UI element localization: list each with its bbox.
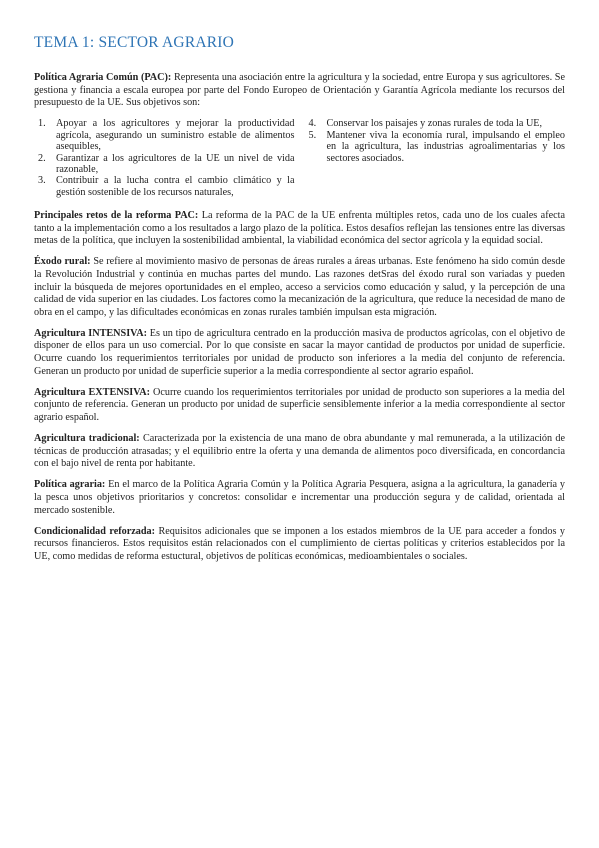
term-condicionalidad: Condicionalidad reforzada: [34,525,155,537]
term-extensiva: Agricultura EXTENSIVA: [34,386,151,398]
objectives-list [34,118,565,198]
objectives-column-left [34,118,295,198]
document-body [34,34,565,572]
objectives-column-right [303,118,566,198]
list-text: Contribuir a la lucha contra el cambio climático y la gestión sostenible de los recursos naturales, [56,175,295,198]
term-retos: Principales retos de la reforma PAC: [34,210,199,222]
list-number: 4. [308,118,317,130]
paragraph-condicionalidad [34,526,565,564]
paragraph-exodo [34,256,565,319]
term-pac: Política Agraria Común (PAC): [34,72,172,83]
text-exodo: Se refiere al movimiento masivo de personas de áreas rurales a áreas urbanas. Este fenómeno ha sido común desde la Revolución Industrial y continúa en muchas partes del mundo. Las razones detSras del éxodo rural son variadas y pueden incluir la búsqueda de mejores oportunidades en el empleo, acceso a servicios como educación y salud, y la percepción de una calidad de vida superior en las ciudades. Los factores como la mecanización de la agricultura, que reduce la necesidad de mano de obra en el campo, y las dificultades económicas en zonas rurales también impulsan esta migración. [34,256,565,318]
text-politica: En el marco de la Política Agraria Común y la Política Agraria Pesquera, asigna a la agricultura, la ganadería y la pesca unos objetivos prioritarios y concretos: consolidar e incrementar una producción segura y de calidad, orientada al mercado sostenible. [34,479,565,516]
list-item [305,118,566,129]
text-retos: La reforma de la PAC de la UE enfrenta múltiples retos, cada uno de los cuales afecta tanto a la implementación como a los resultados a largo plazo de la política. Estos desafíos reflejan las tensiones entre las diversas metas de la política, que incluyen la sostenibilidad ambiental, la viabilidad económica del sector agrícola y la equidad social. [34,210,565,247]
text-extensiva: Ocurre cuando los requerimientos territoriales por unidad de producto son superiores a la media del conjunto de referencia. Generan un producto por unidad de superficie sensiblemente inferior a la media correspondiente al sector agrario español. [34,386,565,423]
paragraph-tradicional [34,433,565,471]
text-condicionalidad: Requisitos adicionales que se imponen a los estados miembros de la UE para acceder a fondos y recursos financieros. Estos requisitos están relacionados con el cumplimiento de ciertas políticas y criterios establecidos por la UE, como medidas de reforma estuctural, objetivos de políticas económicas, medioambientales o sociales. [34,525,565,562]
paragraph-intensiva [34,328,565,378]
paragraph-pac [34,72,565,110]
page-title: TEMA 1: SECTOR AGRARIO [34,34,235,51]
term-exodo: Éxodo rural: [34,256,91,268]
list-number: 2. [38,152,46,164]
list-number: 3. [38,175,46,187]
list-item [34,175,295,198]
list-number: 1. [38,118,46,130]
list-text: Mantener viva la economía rural, impulsando el empleo en la agricultura, las industrias agroalimentarias y los sectores asociados. [326,129,565,164]
list-text: Apoyar a los agricultores y mejorar la productividad agrícola, asegurando un suministro estable de alimentos asequibles, [56,118,295,153]
text-tradicional: Caracterizada por la existencia de una mano de obra abundante y mal remunerada, a la utilización de técnicas de producción atrasadas; y el equilibrio entre la oferta y una demanda de alimentos poco diversificada, en concordancia con el bajo nivel de renta por habitante. [34,433,565,470]
term-intensiva: Agricultura INTENSIVA: [34,327,147,339]
list-item [34,153,295,176]
term-tradicional: Agricultura tradicional: [34,433,140,445]
list-text: Conservar los paisajes y zonas rurales de toda la UE, [326,118,543,130]
list-item [305,130,566,164]
list-text: Garantizar a los agricultores de la UE un nivel de vida razonable, [56,152,295,175]
text-intensiva: Es un tipo de agricultura centrado en la producción masiva de productos agrícolas, con el objetivo de disponer de ellos para un uso comercial. Por lo que consiste en sacar la mayor cantidad de productos por unidad de superficie. Ocurre cuando los requerimientos territoriales por unidad de producto son inferiores a la media del conjunto de referencia. Generan un producto por unidad de superficie superior a la media correspondiente al sector agrario español. [34,327,566,377]
paragraph-retos [34,210,565,248]
paragraph-extensiva [34,387,565,425]
text-pac: Representa una asociación entre la agricultura y la sociedad, entre Europa y sus agricultores. Se gestiona y financia a escala europea por parte del Fondo Europeo de Orientación y Garantía Agrícola mediante los recursos del presupuesto de la UE. Sus objetivos son: [34,72,565,109]
term-politica: Política agraria: [34,479,106,491]
paragraph-politica [34,479,565,517]
list-number: 5. [308,129,317,141]
list-item [34,118,295,152]
